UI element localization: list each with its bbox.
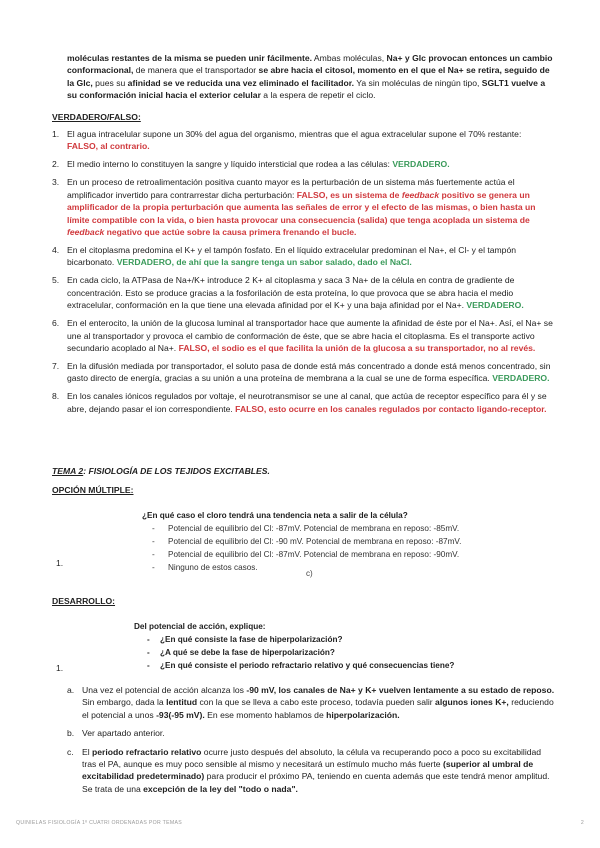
intro-text-6: pues su [92, 77, 128, 88]
vf-item [52, 274, 554, 311]
multiple-choice-heading: OPCIÓN MÚLTIPLE: [52, 485, 134, 495]
vf-item-answer: negativo que actúe sobre la causa primera frenando el bucle. [104, 227, 357, 238]
vf-item-answer: feedback [401, 189, 440, 200]
intro-text-9: SGLT1 vuelve a su conformación inicial hacia el exterior celular [67, 77, 546, 101]
intro-text-5: se abre hacia el citosol, momento en el que el Na+ se retira, seguido de la Glc, [67, 65, 550, 88]
vf-item-answer: positivo se genera un amplificador de la propia perturbación que aumenta las señales de error y el efecto de las mismas, o bien hasta un límite compatible con la vida, o bien hasta provocar una consecuencia (salida) que tenga acoplada un sistema de [67, 189, 536, 225]
option-text: Potencial de equilibrio del Cl: -87mV. Potencial de membrana en reposo: -90mV. [168, 550, 460, 559]
vf-heading: VERDADERO/FALSO: [52, 112, 141, 122]
vf-item-text: El medio interno lo constituyen la sangre y líquido intersticial que rodea a las células: [67, 159, 393, 170]
vf-item [52, 158, 554, 170]
footer-title: QUINIELAS FISIOLOGÍA 1º CUATRI ORDENADAS POR TEMAS [16, 820, 183, 826]
question-intro: Del potencial de acción, explique: [134, 622, 266, 631]
option-text: Ninguno de estos casos. [168, 563, 258, 572]
vf-item-answer: VERDADERO. [392, 159, 450, 170]
intro-text-4: de manera que el transportador [133, 65, 259, 76]
multiple-choice-answer: c) [306, 569, 313, 578]
answer-text: -93(-95 mV). [156, 709, 205, 720]
vf-item-number: 7. [52, 361, 60, 372]
intro-text-3: Na+ y Glc provocan entonces un cambio conformacional, [67, 53, 553, 76]
vf-item-text: En la difusión mediada por transportador, el soluto pasa de donde está más concentrado a donde está menos concentrado, sin gasto directo de energía, gracias a su unión a una proteína de membrana a la cual se une de forma específica. [67, 361, 551, 384]
answer-text: algunos iones K+, [435, 697, 509, 708]
vf-item-number: 6. [52, 318, 60, 329]
vf-item-number: 8. [52, 391, 60, 402]
option-text: Potencial de equilibrio del Cl: -90 mV. Potencial de membrana en reposo: -87mV. [168, 537, 462, 546]
answer-text: lentitud [166, 697, 198, 708]
vf-item-text: En el citoplasma predomina el K+ y el tampón fosfato. En el líquido extracelular predominan el Na+, el Cl- y el tampón bicarbonato. [67, 245, 517, 268]
answer-text: para producir el próximo PA, teniendo en cuenta además que este tendrá menor amplitud. Se trata de una [82, 771, 550, 794]
vf-item [52, 317, 554, 354]
option-text: Potencial de equilibrio del Cl: -87mV. Potencial de membrana en reposo: -85mV. [168, 524, 460, 533]
question-number: 1. [56, 558, 64, 568]
vf-item-number: 4. [52, 245, 60, 256]
vf-item [52, 244, 554, 269]
sub-question: - ¿A qué se debe la fase de hiperpolarización? [147, 648, 335, 657]
vf-item-answer: FALSO, esto ocurre en los canales regulados por contacto ligando-receptor. [235, 403, 547, 414]
answer-letter: c. [67, 746, 74, 757]
question-number: 1. [56, 663, 64, 673]
answer-text: Sin embargo, dada la [82, 697, 167, 708]
option-item: - Ninguno de estos casos. [152, 563, 258, 572]
intro-text-8: Ya sin moléculas de ningún tipo, [354, 77, 482, 88]
desarrollo-heading: DESARROLLO: [52, 596, 116, 606]
intro-text-7: afinidad se ve reducida una vez eliminado el facilitador. [127, 77, 355, 88]
answer-text: Una vez el potencial de acción alcanza los [82, 685, 247, 695]
option-item: - Potencial de equilibrio del Cl: -87mV. Potencial de membrana en reposo: -90mV. [152, 550, 460, 559]
answer-letter: a. [67, 685, 75, 695]
vf-item-answer: FALSO, es un sistema de [296, 189, 402, 200]
multiple-choice-question [142, 509, 522, 574]
question-text: ¿En qué caso el cloro tendrá una tendencia neta a salir de la célula? [142, 511, 408, 520]
sub-question-text: ¿En qué consiste la fase de hiperpolarización? [160, 635, 343, 644]
vf-item-text: El agua intracelular supone un 30% del agua del organismo, mientras que el agua extracelular supone el 70% restante: [67, 129, 522, 139]
vf-item-text: En cada ciclo, la ATPasa de Na+/K+ introduce 2 K+ al citoplasma y saca 3 Na+ de la célula en contra de gradiente de concentración. Esto se produce gracias a la fosforilación de esta proteína, lo que provoca que se abra hacia el medio extracelular, conformación en la que tiene una elevada afinidad por el K+ y una baja afinidad por el Na+. [67, 275, 515, 311]
vf-item-number: 2. [52, 159, 60, 170]
vf-item-text: En los canales iónicos regulados por voltaje, el neurotransmisor se une al canal, que actúa de receptor específico para él y se abre, dejando pasar el ion correspondiente. [67, 391, 547, 414]
vf-item-text: En el enterocito, la unión de la glucosa luminal al transportador hace que aumente la afinidad de éste por el Na+. Así, el Na+ se une al transportador y provoca el cambio de conformación de éste, que se abre hacia el citoplasma. Es el transporte activo secundario acoplado al Na+. [67, 318, 553, 354]
vf-item [52, 360, 554, 385]
intro-text-1: moléculas restantes de la misma se pueden unir fácilmente. [67, 53, 313, 63]
vf-item-answer: VERDADERO. [466, 300, 524, 311]
sub-question-text: ¿A qué se debe la fase de hiperpolarización? [160, 648, 335, 657]
answer-item-c [67, 746, 555, 796]
intro-paragraph [67, 52, 553, 102]
answer-text: En ese momento hablamos de [204, 709, 327, 720]
desarrollo-answers [67, 684, 555, 801]
vf-item [52, 390, 554, 415]
tema-title: : FISIOLOGÍA DE LOS TEJIDOS EXCITABLES. [83, 466, 270, 476]
vf-item-number: 5. [52, 275, 60, 286]
option-item: - Potencial de equilibrio del Cl: -87mV. Potencial de membrana en reposo: -85mV. [152, 524, 460, 533]
vf-item-answer: FALSO, al contrario. [67, 141, 150, 152]
sub-question: - ¿En qué consiste el periodo refractario relativo y qué consecuencias tiene? [147, 661, 455, 670]
answer-text: Ver apartado anterior. [82, 728, 165, 739]
tema-heading [52, 466, 270, 476]
vf-item-number: 1. [52, 129, 60, 139]
answer-text: (superior al umbral de excitabilidad predeterminado) [82, 759, 534, 782]
vf-item [52, 128, 554, 153]
tema-prefix: TEMA 2 [52, 466, 84, 476]
answer-text: excepción de la ley del "todo o nada". [143, 783, 298, 794]
answer-item-a [67, 684, 555, 721]
answer-text: hiperpolarización. [326, 709, 400, 720]
answer-text: periodo refractario relativo [92, 746, 202, 757]
option-item: - Potencial de equilibrio del Cl: -90 mV. Potencial de membrana en reposo: -87mV. [152, 537, 462, 546]
vf-item-answer: feedback [67, 227, 105, 238]
answer-text: ocurre justo después del absoluto, la célula va recuperando poco a poco su excitabilidad tras el PA, aunque es muy poco sensible al mismo y necesitará un estímulo mucho más fuerte [82, 746, 542, 770]
intro-text-2: Ambas moléculas, [312, 53, 387, 63]
vf-item-text: En un proceso de retroalimentación positiva cuanto mayor es la perturbación de un sistema más fuertemente actúa el amplificador invertido para contrarrestar dicha perturbación: [67, 177, 515, 200]
answer-letter: b. [67, 728, 75, 739]
vf-item-number: 3. [52, 177, 60, 188]
sub-question-text: ¿En qué consiste el periodo refractario relativo y qué consecuencias tiene? [160, 661, 455, 670]
answer-text: con la que se lleva a cabo este proceso, todavía pueden salir [197, 697, 436, 708]
vf-item-answer: FALSO, el sodio es el que facilita la unión de la glucosa a su transportador, no al revés. [178, 343, 536, 354]
vf-list [52, 128, 554, 421]
intro-text-10: a la espera de repetir el ciclo. [260, 90, 376, 101]
page-number: 2 [580, 820, 584, 826]
desarrollo-question [134, 620, 514, 672]
answer-text: -90 mV, los canales de Na+ y K+ vuelven lentamente a su estado de reposo. [246, 685, 555, 695]
vf-item-answer: VERDADERO, de ahí que la sangre tenga un sabor salado, dado el NaCl. [116, 257, 412, 268]
answer-text: reduciendo el potencial a unos [82, 697, 554, 720]
page-footer [16, 820, 584, 826]
answer-text: El [82, 746, 93, 757]
vf-item-answer: VERDADERO. [492, 373, 550, 384]
vf-item [52, 176, 554, 238]
answer-item-b [67, 727, 555, 739]
sub-question: - ¿En qué consiste la fase de hiperpolarización? [147, 635, 343, 644]
